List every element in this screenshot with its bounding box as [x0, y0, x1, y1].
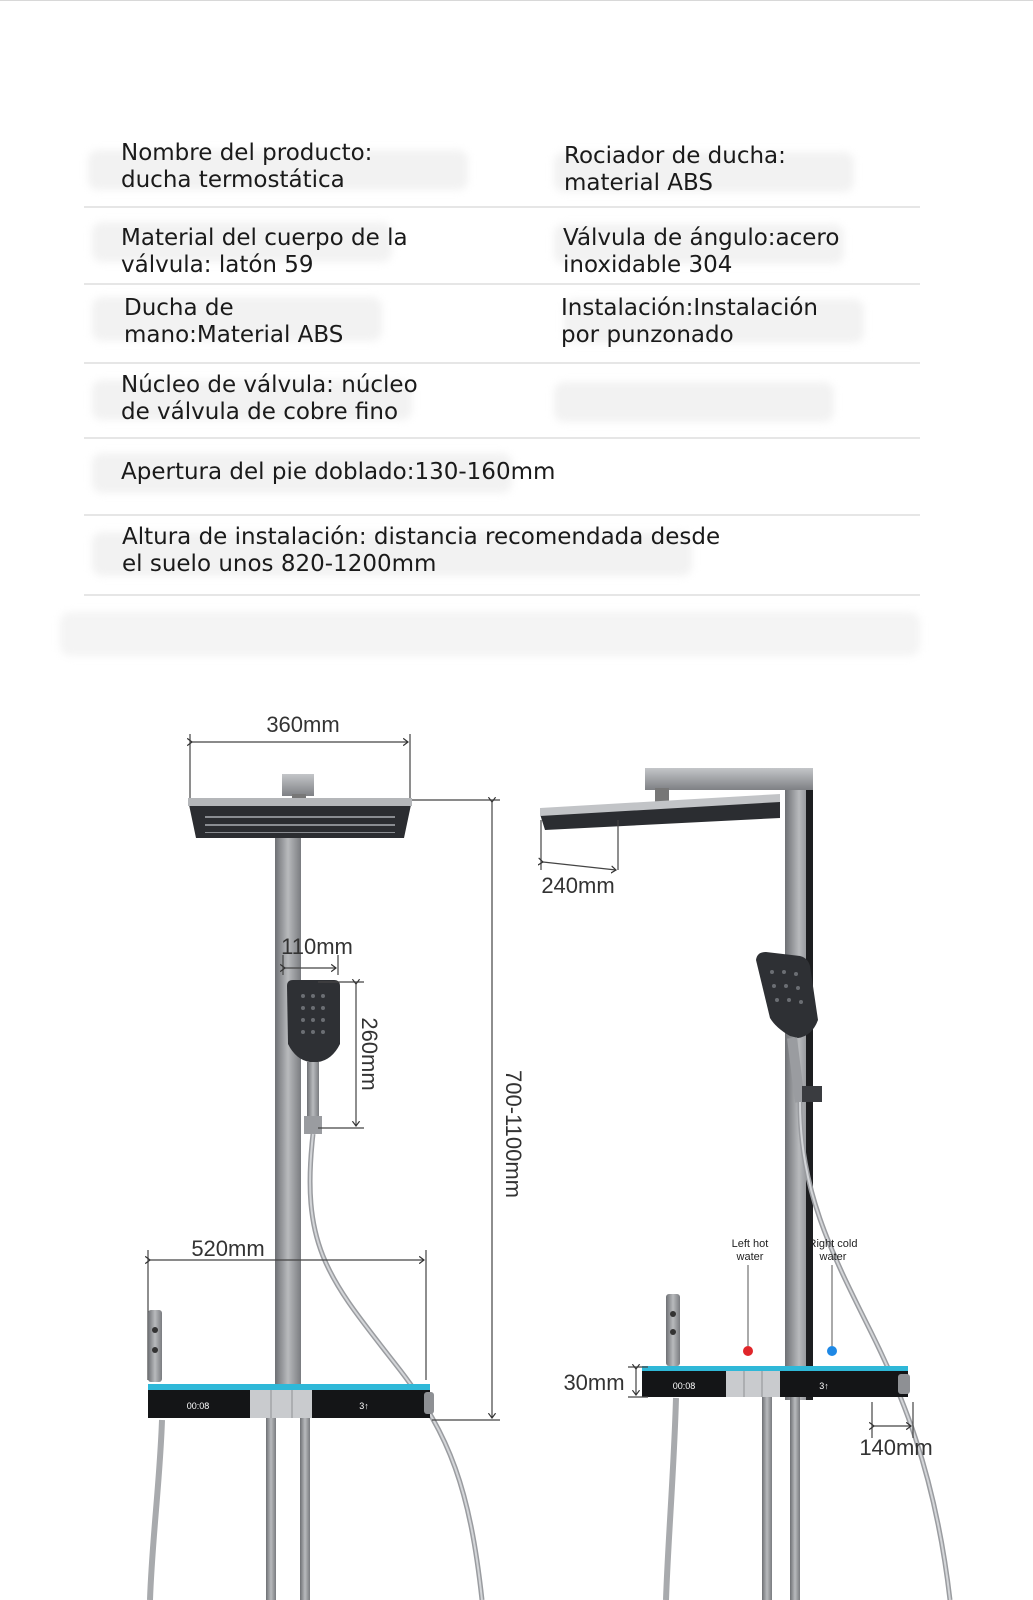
- spec-product-name: Nombre del producto: ducha termostática: [121, 140, 373, 193]
- top-divider: [0, 0, 1033, 1]
- front-hose: [310, 1134, 482, 1600]
- side-handheld-shower: [756, 952, 818, 1038]
- side-hose: [800, 1102, 950, 1600]
- spec-row: [84, 516, 920, 596]
- dim-handheld-height: 260mm: [357, 1017, 382, 1091]
- spec-row: [84, 285, 920, 364]
- spec-table: [84, 120, 920, 596]
- spec-foot-opening: Apertura del pie doblado:130-160mm: [121, 459, 556, 485]
- cold-water-label-line1: Right cold: [808, 1238, 858, 1250]
- dim-shelf-width: 520mm: [191, 1236, 265, 1261]
- dim-outlet-depth: 140mm: [859, 1435, 933, 1460]
- dimension-diagram: [0, 690, 1033, 1600]
- blurred-caption: [60, 612, 920, 656]
- spec-row: [84, 120, 920, 208]
- side-display-right: 3↑: [819, 1381, 829, 1391]
- dim-shelf-thickness: 30mm: [563, 1370, 625, 1395]
- dim-head-depth: 240mm: [541, 873, 615, 898]
- spec-angle-valve: Válvula de ángulo:acero inoxidable 304: [563, 225, 840, 278]
- hot-water-label-line1: Left hot: [731, 1238, 769, 1250]
- side-view: [540, 768, 950, 1600]
- spec-row: [84, 364, 920, 439]
- diagram-svg: [0, 690, 1033, 1600]
- cold-water-label-line2: water: [819, 1251, 847, 1263]
- cold-water-dot: [827, 1346, 837, 1356]
- spec-valve-core: Núcleo de válvula: núcleo de válvula de cobre fino: [121, 372, 418, 425]
- front-display-left: 00:08: [186, 1401, 210, 1411]
- spec-shower-head: Rociador de ducha: material ABS: [564, 143, 786, 196]
- spec-handheld: Ducha de mano:Material ABS: [124, 295, 344, 348]
- front-column: [275, 820, 301, 1400]
- side-display-left: 00:08: [672, 1381, 696, 1391]
- spec-valve-body: Material del cuerpo de la válvula: latón 59: [121, 225, 408, 278]
- front-display-right: 3↑: [359, 1401, 369, 1411]
- dim-height-range: 700-1100mm: [501, 1070, 526, 1198]
- dim-handheld-width: 110mm: [281, 934, 353, 959]
- dim-head-width: 360mm: [266, 712, 340, 737]
- spec-row: [84, 208, 920, 285]
- spec-installation: Instalación:Instalación por punzonado: [561, 295, 818, 348]
- spec-install-height: Altura de instalación: distancia recomendada desde el suelo unos 820-1200mm: [122, 524, 721, 577]
- hot-water-dot: [743, 1346, 753, 1356]
- spec-row: [84, 439, 920, 516]
- front-view: [148, 712, 526, 1600]
- hot-water-label-line2: water: [736, 1251, 764, 1263]
- front-side-handle: [148, 1310, 162, 1382]
